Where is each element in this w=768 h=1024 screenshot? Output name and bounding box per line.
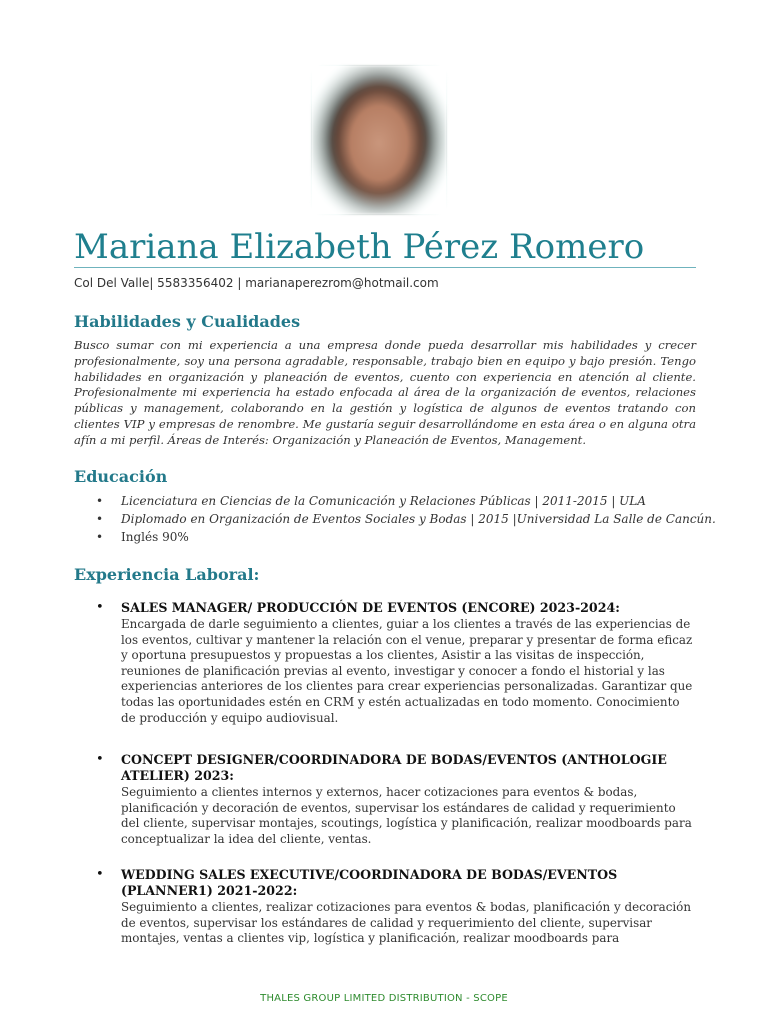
education-heading: Educación: [74, 467, 168, 486]
experience-heading: Experiencia Laboral:: [74, 565, 260, 584]
education-item-text: Inglés 90%: [121, 530, 189, 544]
job-title: CONCEPT DESIGNER/COORDINADORA DE BODAS/EVENTOS (ANTHOLOGIE ATELIER) 2023:: [121, 752, 667, 783]
bullet-icon: •: [96, 867, 104, 882]
profile-photo: [312, 66, 446, 214]
job-description: Encargada de darle seguimiento a clientes, guiar a los clientes a través de las experiencias de los eventos, cultivar y mantener la relación con el venue, preparar y presentar de forma eficaz y oportuna presupuestos y propuestas a los clientes, Asistir a las visitas de inspección, reuniones de planificación previas al evento, investigar y conocer a fondo el historial y las experiencias anteriores de los clientes para crear experiencias personalizadas. Garantizar que todas las oportunidades estén en CRM y estén actualizadas en todo momento. Conocimiento de producción y equipo audiovisual.: [121, 617, 693, 725]
education-item: [96, 492, 716, 510]
bullet-icon: •: [96, 530, 104, 544]
candidate-name: Mariana Elizabeth Pérez Romero: [74, 227, 645, 267]
job-description: Seguimiento a clientes, realizar cotizaciones para eventos & bodas, planificación y decoración de eventos, supervisar los estándares de calidad y requerimiento del cliente, supervisar montajes, ventas a clientes vip, logística y planificación, realizar moodboards para: [121, 900, 691, 946]
education-item-text: Diplomado en Organización de Eventos Sociales y Bodas | 2015 |Universidad La Salle de Cancún.: [121, 512, 716, 526]
bullet-icon: •: [96, 600, 104, 615]
bullet-icon: •: [96, 752, 104, 767]
name-underline: [74, 267, 696, 268]
education-item: [96, 528, 716, 546]
job-description: Seguimiento a clientes internos y externos, hacer cotizaciones para eventos & bodas, planificación y decoración de eventos, supervisar los estándares de calidad y requerimiento del cliente, supervisar montajes, scoutings, logística y planificación, realizar moodboards para conceptualizar la idea del cliente, ventas.: [121, 785, 692, 846]
bullet-icon: •: [96, 512, 104, 526]
job-entry: [96, 600, 696, 726]
skills-heading: Habilidades y Cualidades: [74, 312, 301, 331]
education-list: [96, 492, 716, 546]
job-entry: [96, 867, 696, 947]
contact-info: Col Del Valle| 5583356402 | marianaperezrom@hotmail.com: [74, 276, 439, 290]
job-title: SALES MANAGER/ PRODUCCIÓN DE EVENTOS (ENCORE) 2023-2024:: [121, 600, 620, 615]
education-item: [96, 510, 716, 528]
bullet-icon: •: [96, 494, 104, 508]
job-title: WEDDING SALES EXECUTIVE/COORDINADORA DE BODAS/EVENTOS (PLANNER1) 2021-2022:: [121, 867, 618, 898]
profile-photo-vignette: [312, 66, 446, 214]
footer-classification: THALES GROUP LIMITED DISTRIBUTION - SCOPE: [260, 993, 508, 1004]
skills-text: Busco sumar con mi experiencia a una empresa donde pueda desarrollar mis habilidades y crecer profesionalmente, soy una persona agradable, responsable, trabajo bien en equipo y bajo presión. Tengo habilidades en organización y planeación de eventos, cuento con experiencia en atención al cliente. Profesionalmente mi experiencia ha estado enfocada al área de la organización de eventos, relaciones públicas y management, colaborando en la gestión y logística de algunos de eventos tratando con clientes VIP y empresas de renombre. Me gustaría seguir desarrollándome en esta área o en alguna otra afín a mi perfil. Áreas de Interés: Organización y Planeación de Eventos, Management.: [74, 338, 696, 447]
education-item-text: Licenciatura en Ciencias de la Comunicación y Relaciones Públicas | 2011-2015 | ULA: [121, 494, 646, 508]
job-entry: [96, 752, 696, 847]
